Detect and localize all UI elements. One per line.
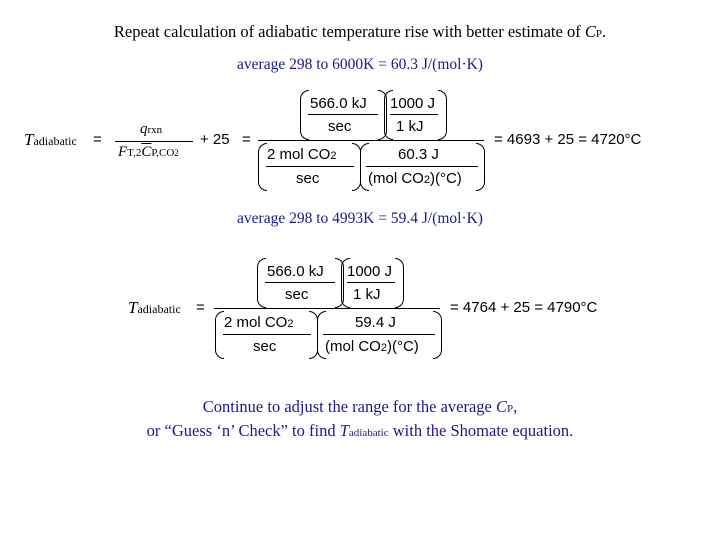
eq1-plus25: + 25 <box>200 131 230 148</box>
eq2-2mol: 2 mol CO2 <box>224 314 294 331</box>
eq2-equals: = <box>196 299 205 316</box>
eq2-paren-r2 <box>395 258 404 308</box>
eq1-equals: = <box>93 131 102 148</box>
eq1-paren-r4 <box>476 143 485 191</box>
eq1-result: = 4693 + 25 = 4720°C <box>494 131 642 148</box>
eq1-sec1: sec <box>328 118 352 135</box>
footer-line-2: or “Guess ‘n’ Check” to find Tadiabatic with the Shomate equation. <box>146 421 574 440</box>
eq1-inner-bar2 <box>390 114 438 115</box>
eq1-mol-unit: (mol CO2)(°C) <box>368 170 462 187</box>
eq2-sec1: sec <box>285 286 309 303</box>
eq2-1kj: 1 kJ <box>353 286 381 303</box>
eq2-paren-l1 <box>257 258 266 308</box>
eq2-cp-val: 59.4 J <box>355 314 396 331</box>
title-end: . <box>601 22 607 41</box>
eq2-mol-unit: (mol CO2)(°C) <box>325 338 419 355</box>
eq2-main-bar <box>214 308 440 309</box>
eq1-paren-r2 <box>438 90 447 140</box>
eq1-inner-bar1 <box>308 114 378 115</box>
eq1-main-bar <box>258 140 484 141</box>
eq1-inner-bar3 <box>266 166 354 167</box>
eq1-equals2: = <box>242 131 251 148</box>
eq1-frac-den: $FT,2\overline{C}P,CO2$ <box>118 144 179 160</box>
eq2-result: = 4764 + 25 = 4790°C <box>450 299 598 316</box>
eq2-inner-bar2 <box>347 282 395 283</box>
footer-note <box>0 396 720 444</box>
eq2-kj: 566.0 kJ <box>267 263 324 280</box>
title-cp-sub: P <box>595 28 602 40</box>
eq2-inner-bar4 <box>323 334 435 335</box>
eq1-1000j: 1000 J <box>390 95 436 112</box>
eq1-kj: 566.0 kJ <box>310 95 367 112</box>
eq1-T: Tadiabatic <box>24 130 77 149</box>
slide-title <box>0 22 720 42</box>
eq2-inner-bar3 <box>223 334 311 335</box>
eq1-frac-num: qrxn <box>140 121 163 137</box>
footer-line-1: Continue to adjust the range for the average CP, <box>202 397 518 416</box>
eq1-frac-bar <box>115 141 193 142</box>
eq2-T: Tadiabatic <box>128 298 181 317</box>
eq1-1kj: 1 kJ <box>396 118 424 135</box>
eq1-2mol: 2 mol CO2 <box>267 146 337 163</box>
eq1-sec2: sec <box>296 170 320 187</box>
average-line-1: average 298 to 6000K = 60.3 J/(mol·K) <box>237 56 483 73</box>
eq2-sec2: sec <box>253 338 277 355</box>
title-cp-symbol: C <box>584 22 596 41</box>
eq1-paren-l1 <box>300 90 309 140</box>
eq2-1000j: 1000 J <box>347 263 393 280</box>
eq2-paren-r4 <box>433 311 442 359</box>
eq2-inner-bar1 <box>265 282 335 283</box>
eq1-cp-val: 60.3 J <box>398 146 439 163</box>
eq2-paren-l3 <box>215 311 224 359</box>
average-line-2: average 298 to 4993K = 59.4 J/(mol·K) <box>237 210 483 227</box>
title-text: Repeat calculation of adiabatic temperature rise with better estimate of <box>113 22 585 41</box>
eq1-paren-l3 <box>258 143 267 191</box>
eq1-inner-bar4 <box>366 166 478 167</box>
